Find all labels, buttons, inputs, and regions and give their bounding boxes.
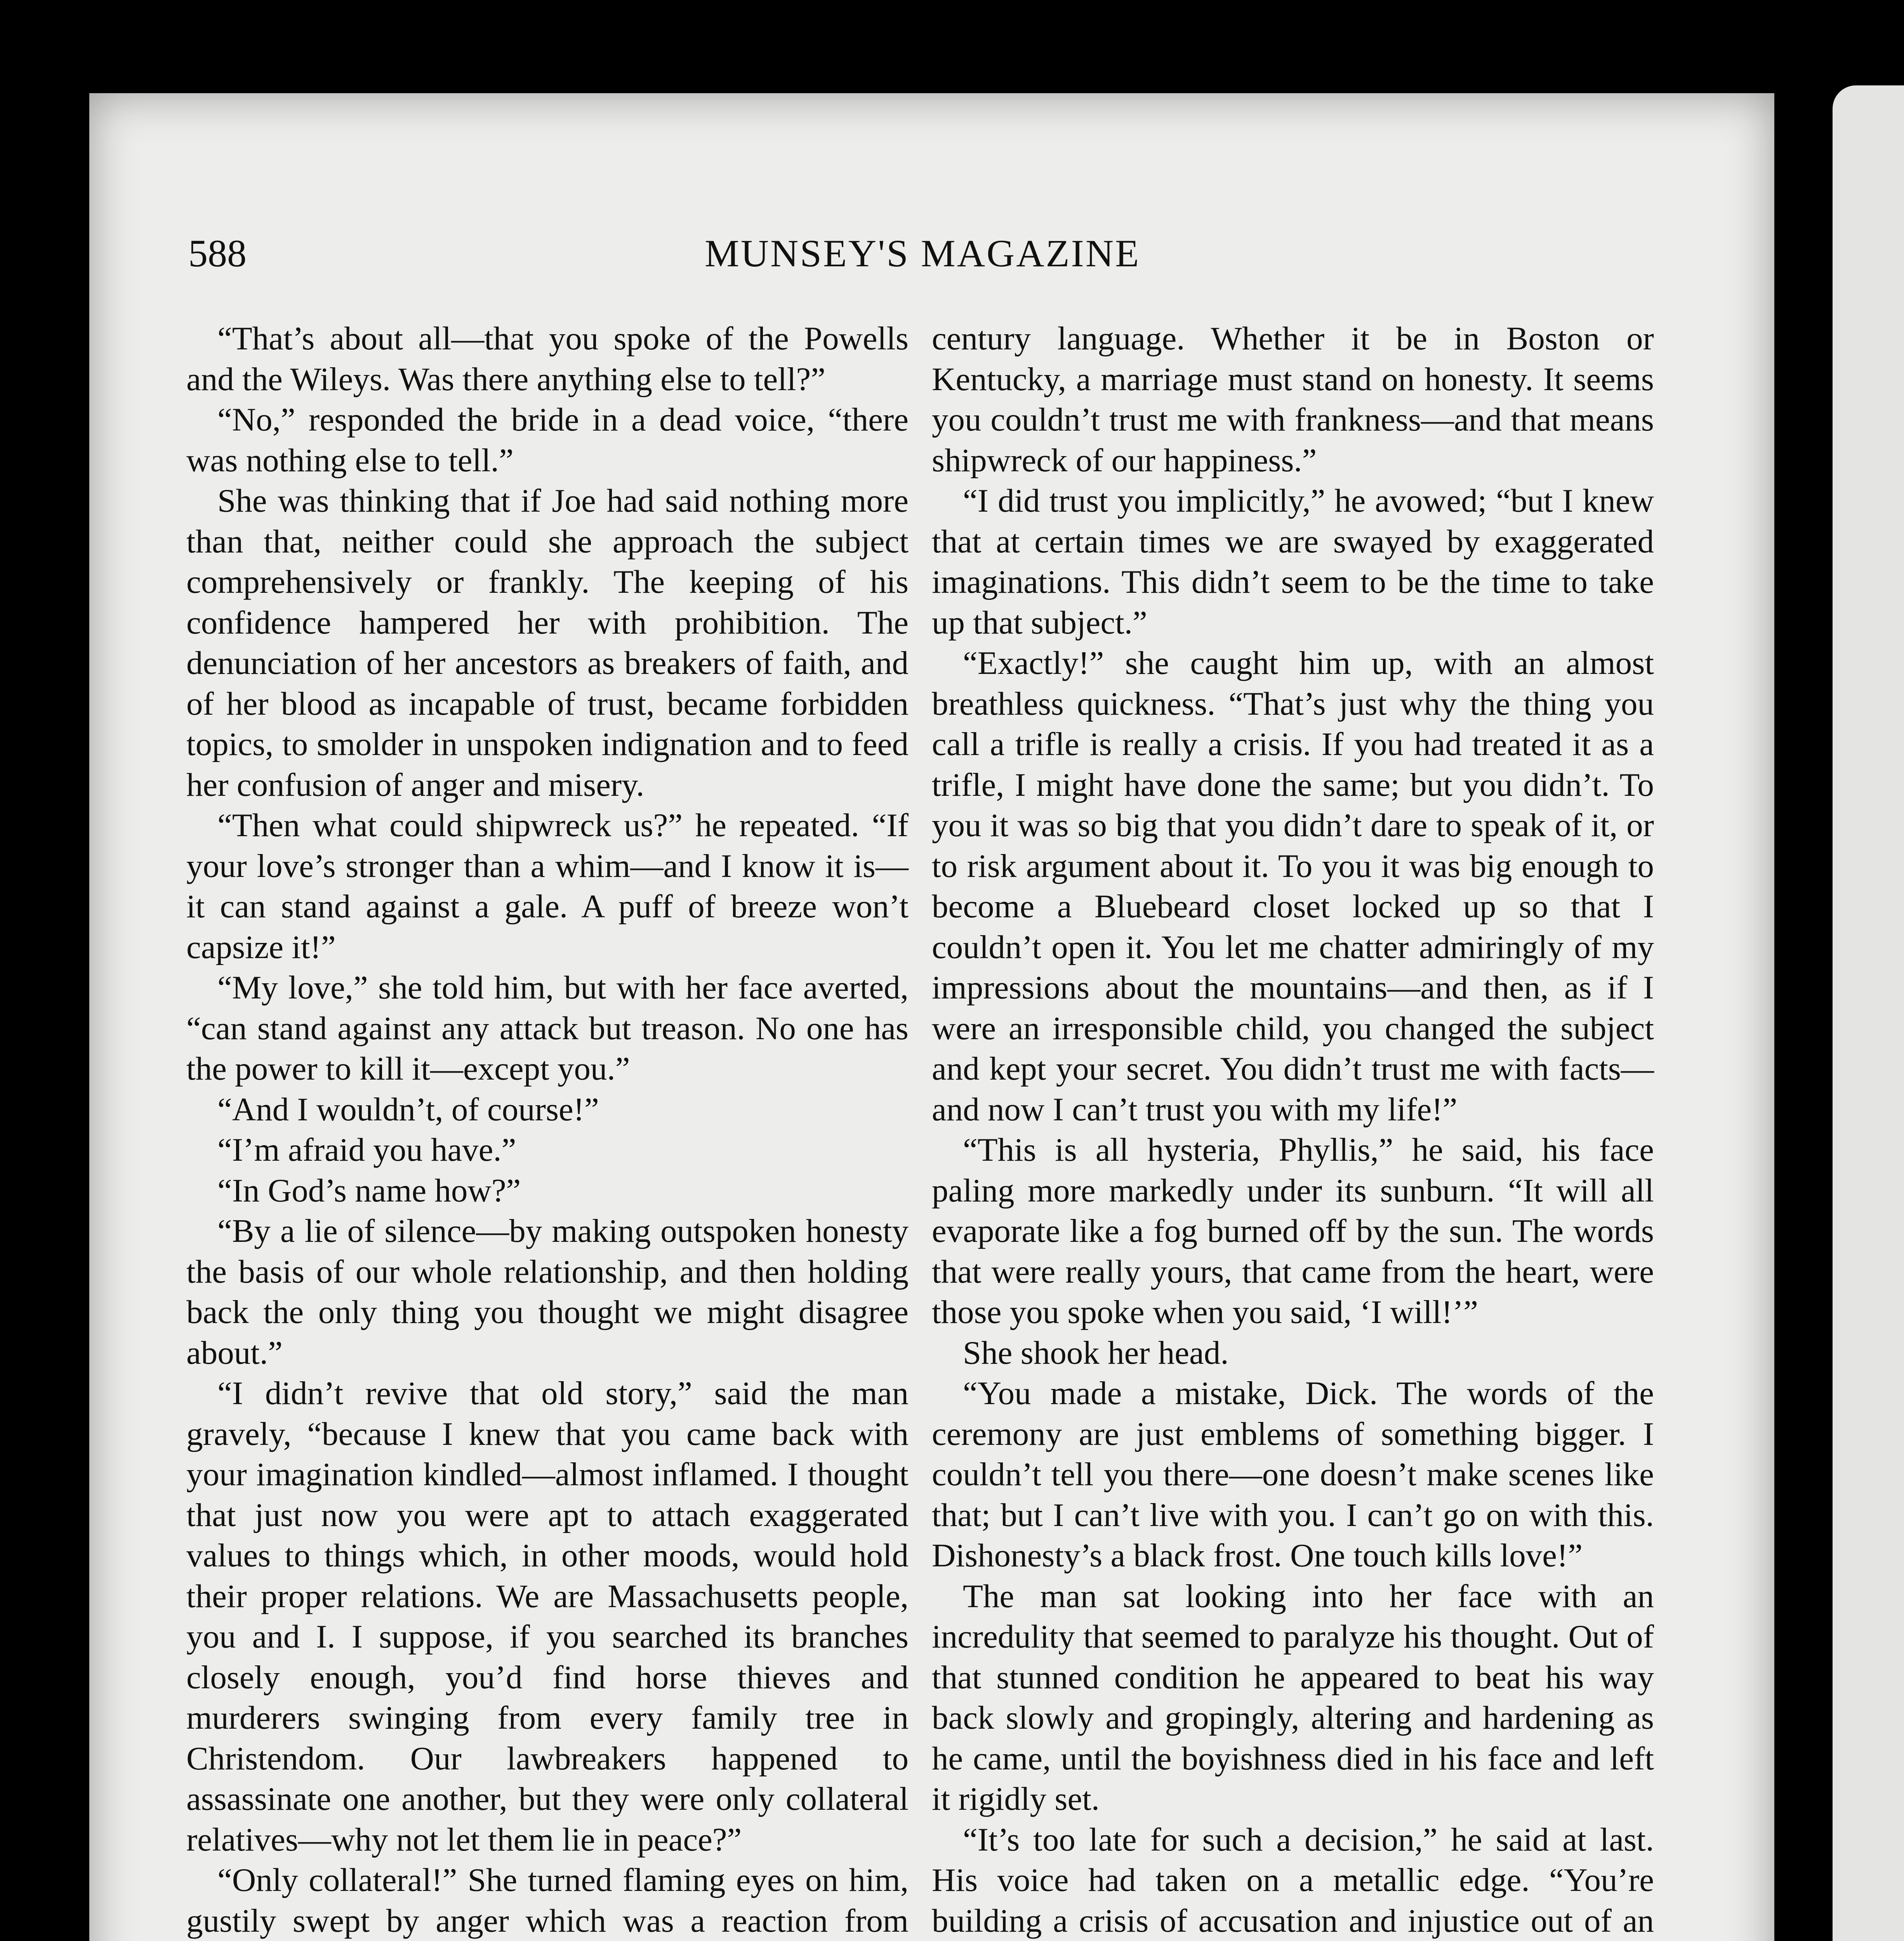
paragraph: “Only collateral!” She turned flaming eyes on him, gustily swept by anger which was a reaction from	[186, 1862, 909, 1939]
paragraph: “In God’s name how?”	[217, 1172, 521, 1209]
paragraph: “And I wouldn’t, of course!”	[217, 1091, 599, 1128]
paragraph: “It’s too late for such a decision,” he said at last. His voice had taken on a metallic edge. “You’re building a crisis of accusation and injustice out of an	[932, 1821, 1654, 1939]
next-page-edge	[1833, 85, 1904, 1941]
paragraph: “I didn’t revive that old story,” said the man gravely, “because I knew that you came back with your imagination kindled—almost inflamed. I thought that just now you were apt to attach exaggerated values to things which, in other moods, would hold their proper relations. We are Massachusetts people, you and I. I suppose, if you searched its branches closely enough, you’d find horse thieves and murderers swinging from every family tree in Christendom. Our lawbreakers happened to assassinate one another, but they were only collateral relatives—why not let them lie in peace?”	[186, 1375, 909, 1858]
paragraph: “By a lie of silence—by making outspoken honesty the basis of our whole relationship, and then holding back the only thing you thought we might disagree about.”	[186, 1213, 909, 1371]
paragraph: The man sat looking into her face with an incredulity that seemed to paralyze his thought. Out of that stunned condition he appeared to beat his way back slowly and gropingly, altering and hardening as he came, until the boyishness died in his face and left it rigidly set.	[932, 1578, 1654, 1817]
paragraph: She shook her head.	[963, 1334, 1229, 1371]
paragraph: “Then what could shipwreck us?” he repeated. “If your love’s stronger than a whim—and I know it is—it can stand against a gale. A puff of breeze won’t capsize it!”	[186, 807, 909, 965]
paragraph: She was thinking that if Joe had said nothing more than that, neither could she approach the subject comprehensively or frankly. The keeping of his confidence hampered her with prohibition. The denunciation of her ancestors as breakers of faith, and of her blood as incapable of trust, became forbidden topics, to smolder in unspoken indignation and to feed her confusion of anger and misery.	[186, 483, 909, 803]
paragraph: “You made a mistake, Dick. The words of the ceremony are just emblems of something bigger. I couldn’t tell you there—one doesn’t make scenes like that; but I can’t live with you. I can’t go on with this. Dishonesty’s a black frost. One touch kills love!”	[932, 1375, 1654, 1574]
paragraph: “I’m afraid you have.”	[217, 1132, 516, 1168]
paragraph: “I did trust you implicitly,” he avowed; “but I knew that at certain times we are swayed by exaggerated imaginations. This didn’t seem to be the time to take up that subject.”	[932, 483, 1654, 641]
page-header	[188, 231, 1260, 309]
paragraph: “No,” responded the bride in a dead voice, “there was nothing else to tell.”	[186, 401, 909, 479]
paragraph: “My love,” she told him, but with her face averted, “can stand against any attack but treason. No one has the power to kill it—except you.”	[186, 969, 909, 1087]
paragraph: “That’s about all—that you spoke of the Powells and the Wileys. Was there anything else to tell?”	[186, 320, 909, 398]
paragraph: “This is all hysteria, Phyllis,” he said, his face paling more markedly under its sunburn. “It will all evaporate like a fog burned off by the sun. The words that were really yours, that came from the heart, were those you spoke when you said, ‘I will!’”	[932, 1132, 1654, 1330]
paragraph-continuation: century language. Whether it be in Boston or Kentucky, a marriage must stand on honesty. It seems you couldn’t trust me with frankness—and that means shipwreck of our happiness.”	[932, 320, 1654, 479]
magazine-page	[89, 93, 1774, 1941]
right-column	[932, 318, 1654, 1941]
page-number: 588	[188, 232, 247, 275]
running-title: MUNSEY'S MAGAZINE	[705, 232, 1141, 275]
paragraph: “Exactly!” she caught him up, with an almost breathless quickness. “That’s just why the thing you call a trifle is really a crisis. If you had treated it as a trifle, I might have done the same; but you didn’t. To you it was so big that you didn’t dare to speak of it, or to risk argument about it. To you it was big enough to become a Bluebeard closet locked up so that I couldn’t open it. You let me chatter admiringly of my impressions about the mountains—and then, as if I were an irresponsible child, you changed the subject and kept your secret. You didn’t trust me with facts—and now I can’t trust you with my life!”	[932, 645, 1654, 1128]
left-column	[186, 318, 909, 1941]
